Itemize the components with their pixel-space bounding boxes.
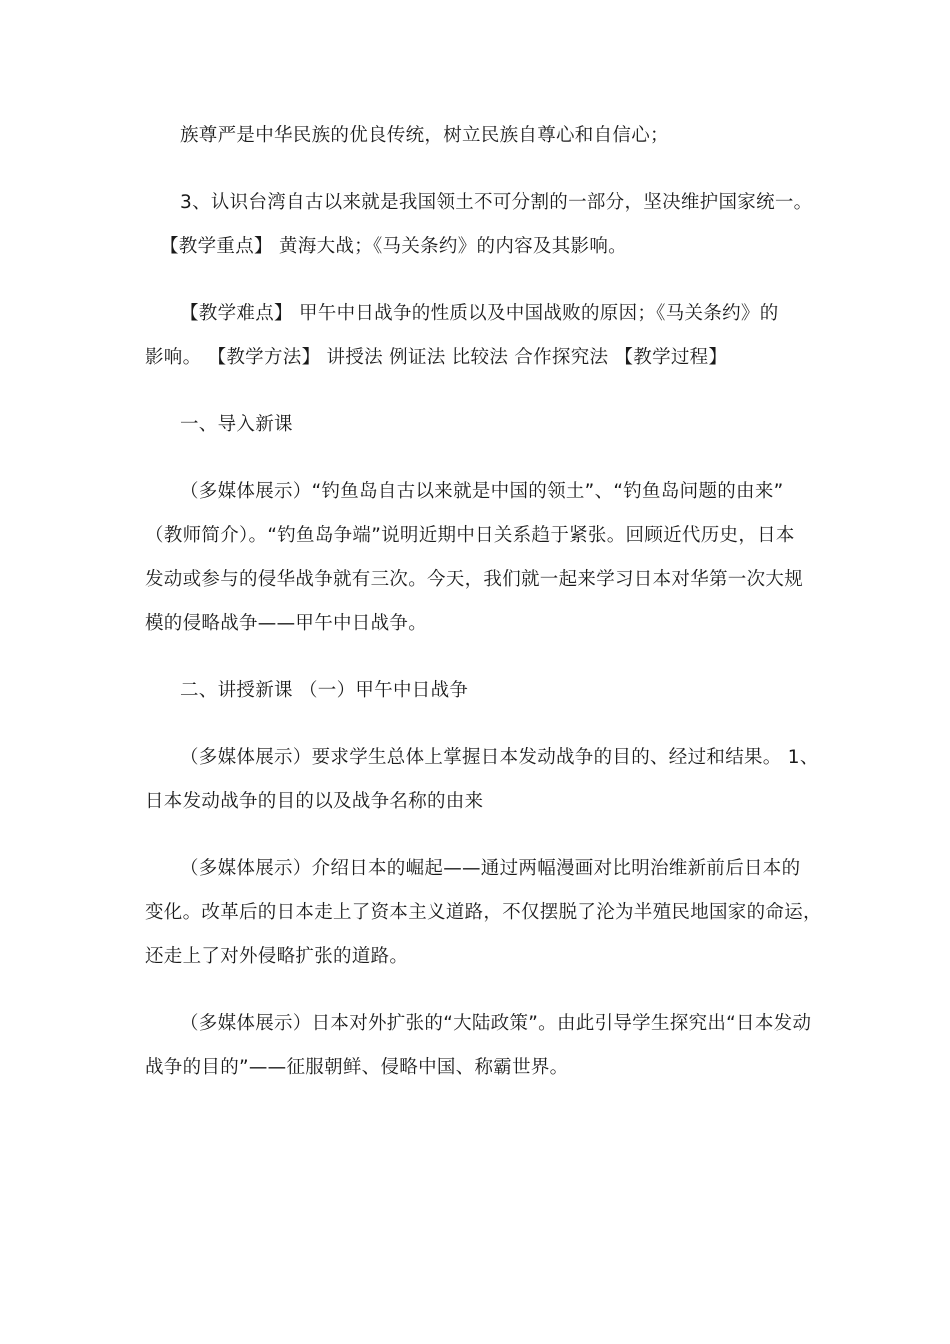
paragraph-line: 发动或参与的侵华战争就有三次。今天，我们就一起来学习日本对华第一次大规 <box>145 569 804 590</box>
paragraph-line: （多媒体展示）介绍日本的崛起——通过两幅漫画对比明治维新前后日本的 <box>180 858 801 879</box>
paragraph-line: 还走上了对外侵略扩张的道路。 <box>145 946 409 967</box>
paragraph-line: （教师简介）。“钓鱼岛争端”说明近期中日关系趋于紧张。回顾近代历史，日本 <box>145 525 795 546</box>
paragraph-line: （多媒体展示）“钓鱼岛自古以来就是中国的领土”、“钓鱼岛问题的由来” <box>180 481 784 502</box>
paragraph-line: 变化。改革后的日本走上了资本主义道路，不仅摆脱了沦为半殖民地国家的命运， <box>145 902 822 923</box>
section-heading: 二、讲授新课 （一）甲午中日战争 <box>180 680 469 701</box>
paragraph-line: （多媒体展示）要求学生总体上掌握日本发动战争的目的、经过和结果。 1、 <box>180 747 819 768</box>
paragraph-line: 战争的目的”——征服朝鲜、侵略中国、称霸世界。 <box>145 1057 569 1078</box>
paragraph-line: 【教学难点】 甲午中日战争的性质以及中国战败的原因；《马关条约》的 <box>180 303 779 324</box>
section-heading: 一、导入新课 <box>180 414 293 435</box>
paragraph-line: 影响。 【教学方法】 讲授法 例证法 比较法 合作探究法 【教学过程】 <box>145 347 728 368</box>
paragraph-line: 【教学重点】 黄海大战；《马关条约》的内容及其影响。 <box>160 236 627 257</box>
paragraph-line: 日本发动战争的目的以及战争名称的由来 <box>145 791 484 812</box>
paragraph-line: 模的侵略战争——甲午中日战争。 <box>145 613 428 634</box>
paragraph-line: 族尊严是中华民族的优良传统，树立民族自尊心和自信心； <box>180 125 669 146</box>
paragraph-line: 3、认识台湾自古以来就是我国领土不可分割的一部分，坚决维护国家统一。 <box>180 192 813 213</box>
paragraph-line: （多媒体展示）日本对外扩张的“大陆政策”。由此引导学生探究出“日本发动 <box>180 1013 812 1034</box>
